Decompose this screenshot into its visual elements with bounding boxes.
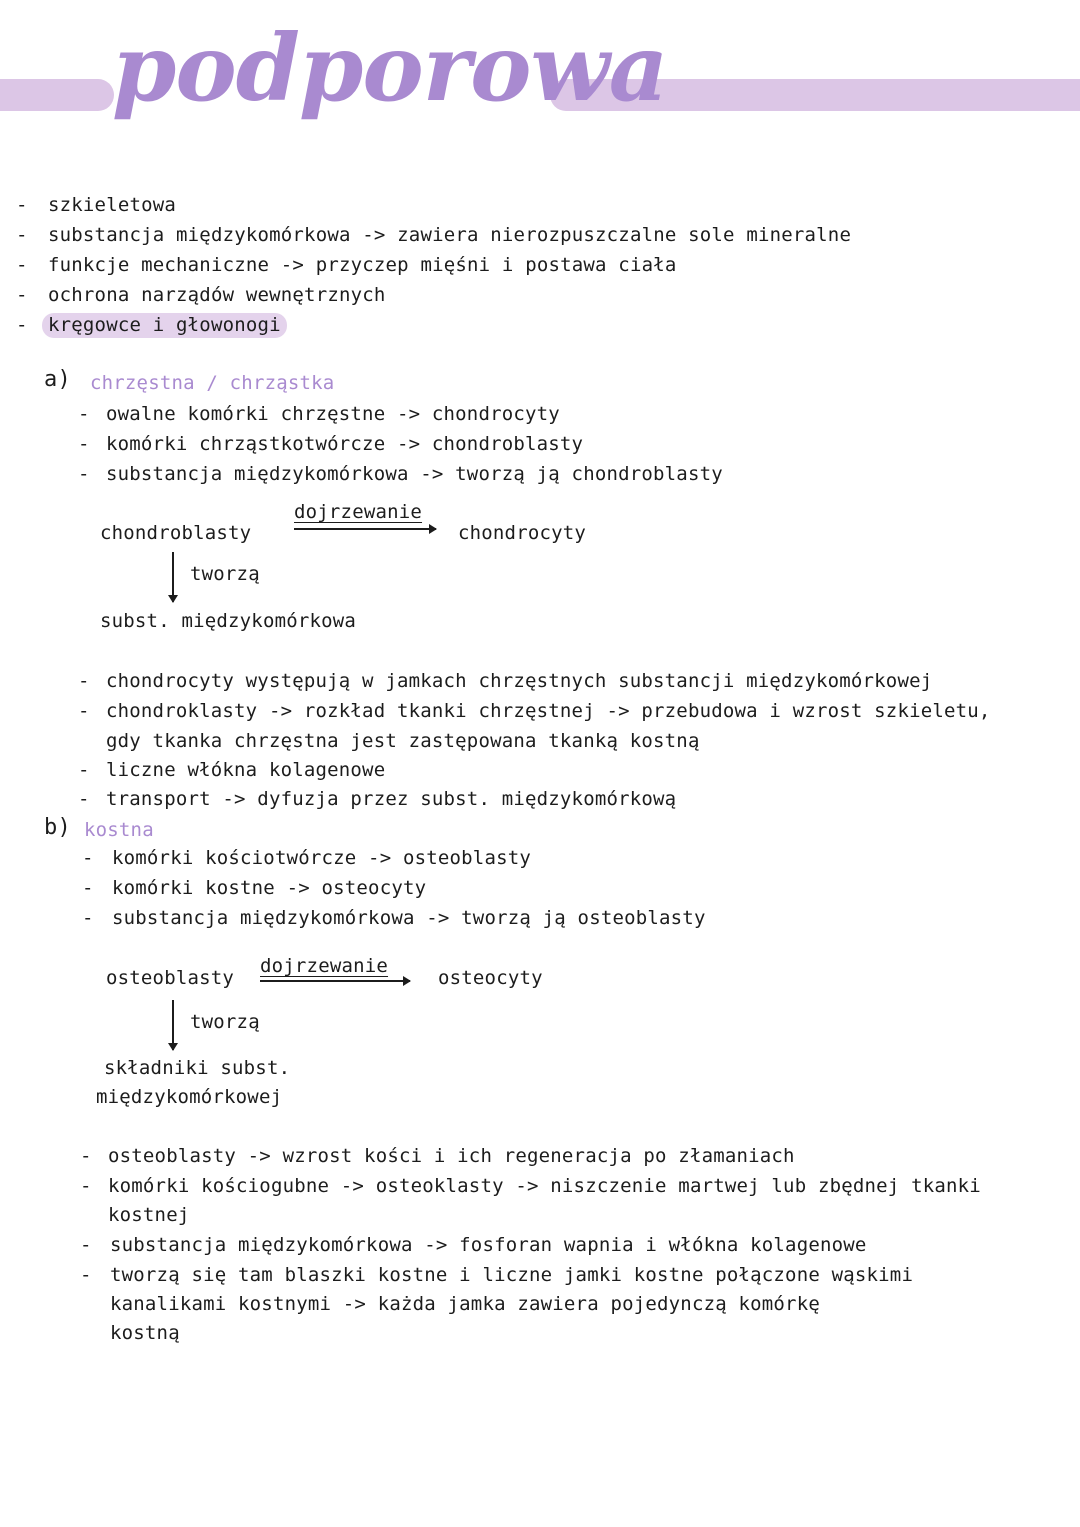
section-b-item: komórki kościogubne -> osteoklasty -> niszczenie martwej lub zbędnej tkanki xyxy=(108,1175,981,1197)
section-b-item-continuation: kostnej xyxy=(108,1204,190,1226)
section-a-item: liczne włókna kolagenowe xyxy=(106,759,386,781)
diagram-b-bottom-line1: składniki subst. xyxy=(104,1057,291,1079)
diagram-a-bottom: subst. międzykomórkowa xyxy=(100,610,357,632)
section-b-item: komórki kościotwórcze -> osteoblasty xyxy=(112,847,532,869)
section-b-item-continuation: kostną xyxy=(110,1322,180,1344)
bullet-dash: - xyxy=(82,877,94,899)
bullet-dash: - xyxy=(16,194,28,216)
diagram-a-arrow-right xyxy=(294,528,436,530)
section-a-item: owalne komórki chrzęstne -> chondrocyty xyxy=(106,403,560,425)
section-b-item: komórki kostne -> osteocyty xyxy=(112,877,427,899)
bullet-dash: - xyxy=(80,1175,92,1197)
diagram-b-from: osteoblasty xyxy=(106,967,235,989)
bullet-dash: - xyxy=(80,1264,92,1286)
section-b-item: substancja międzykomórkowa -> fosforan wapnia i włókna kolagenowe xyxy=(110,1234,867,1256)
bullet-dash: - xyxy=(16,284,28,306)
diagram-b-to: osteocyty xyxy=(438,967,543,989)
section-b-letter: b) xyxy=(44,815,71,840)
section-b-item: tworzą się tam blaszki kostne i liczne jamki kostne połączone wąskimi xyxy=(110,1264,914,1286)
bullet-dash: - xyxy=(82,907,94,929)
section-a-item: transport -> dyfuzja przez subst. międzykomórkową xyxy=(106,788,677,810)
section-b-item-continuation: kanalikami kostnymi -> każda jamka zawiera pojedynczą komórkę xyxy=(110,1293,820,1315)
section-b-heading: kostna xyxy=(84,819,154,841)
diagram-a-arrow-label: dojrzewanie xyxy=(294,501,423,523)
bullet-dash: - xyxy=(16,224,28,246)
diagram-b-bottom-line2: międzykomórkowej xyxy=(96,1086,283,1108)
intro-item: szkieletowa xyxy=(48,194,177,216)
bullet-dash: - xyxy=(16,254,28,276)
diagram-a-from: chondroblasty xyxy=(100,522,252,544)
bullet-dash: - xyxy=(78,463,90,485)
section-a-item: chondroklasty -> rozkład tkanki chrzęstnej -> przebudowa i wzrost szkieletu, xyxy=(106,700,991,722)
diagram-a-arrow-down xyxy=(172,552,174,602)
bullet-dash: - xyxy=(16,314,28,336)
diagram-b-arrow-right xyxy=(260,980,410,982)
bullet-dash: - xyxy=(78,759,90,781)
bullet-dash: - xyxy=(78,700,90,722)
page-title: podporowa xyxy=(112,14,668,122)
title-band-left xyxy=(0,79,114,111)
bullet-dash: - xyxy=(78,433,90,455)
intro-item: substancja międzykomórkowa -> zawiera nierozpuszczalne sole mineralne xyxy=(48,224,852,246)
bullet-dash: - xyxy=(80,1145,92,1167)
bullet-dash: - xyxy=(82,847,94,869)
bullet-dash: - xyxy=(78,670,90,692)
section-b-item: osteoblasty -> wzrost kości i ich regeneracja po złamaniach xyxy=(108,1145,795,1167)
diagram-a-down-label: tworzą xyxy=(190,563,260,585)
diagram-b-arrow-down xyxy=(172,1000,174,1050)
section-a-letter: a) xyxy=(44,367,71,392)
intro-item: ochrona narządów wewnętrznych xyxy=(48,284,386,306)
section-a-item: komórki chrząstkotwórcze -> chondroblasty xyxy=(106,433,584,455)
bullet-dash: - xyxy=(78,403,90,425)
section-a-item: substancja międzykomórkowa -> tworzą ją chondroblasty xyxy=(106,463,723,485)
highlight-marker: kręgowce i głowonogi xyxy=(42,313,287,338)
bullet-dash: - xyxy=(80,1234,92,1256)
section-a-heading: chrzęstna / chrząstka xyxy=(90,372,335,394)
bullet-dash: - xyxy=(78,788,90,810)
section-a-item: chondrocyty występują w jamkach chrzęstnych substancji międzykomórkowej xyxy=(106,670,933,692)
intro-item-highlighted xyxy=(42,313,287,337)
intro-item: funkcje mechaniczne -> przyczep mięśni i postawa ciała xyxy=(48,254,677,276)
section-a-item-continuation: gdy tkanka chrzęstna jest zastępowana tkanką kostną xyxy=(106,730,700,752)
diagram-b-arrow-label: dojrzewanie xyxy=(260,955,389,977)
diagram-a-to: chondrocyty xyxy=(458,522,587,544)
section-b-item: substancja międzykomórkowa -> tworzą ją osteoblasty xyxy=(112,907,706,929)
diagram-b-down-label: tworzą xyxy=(190,1011,260,1033)
